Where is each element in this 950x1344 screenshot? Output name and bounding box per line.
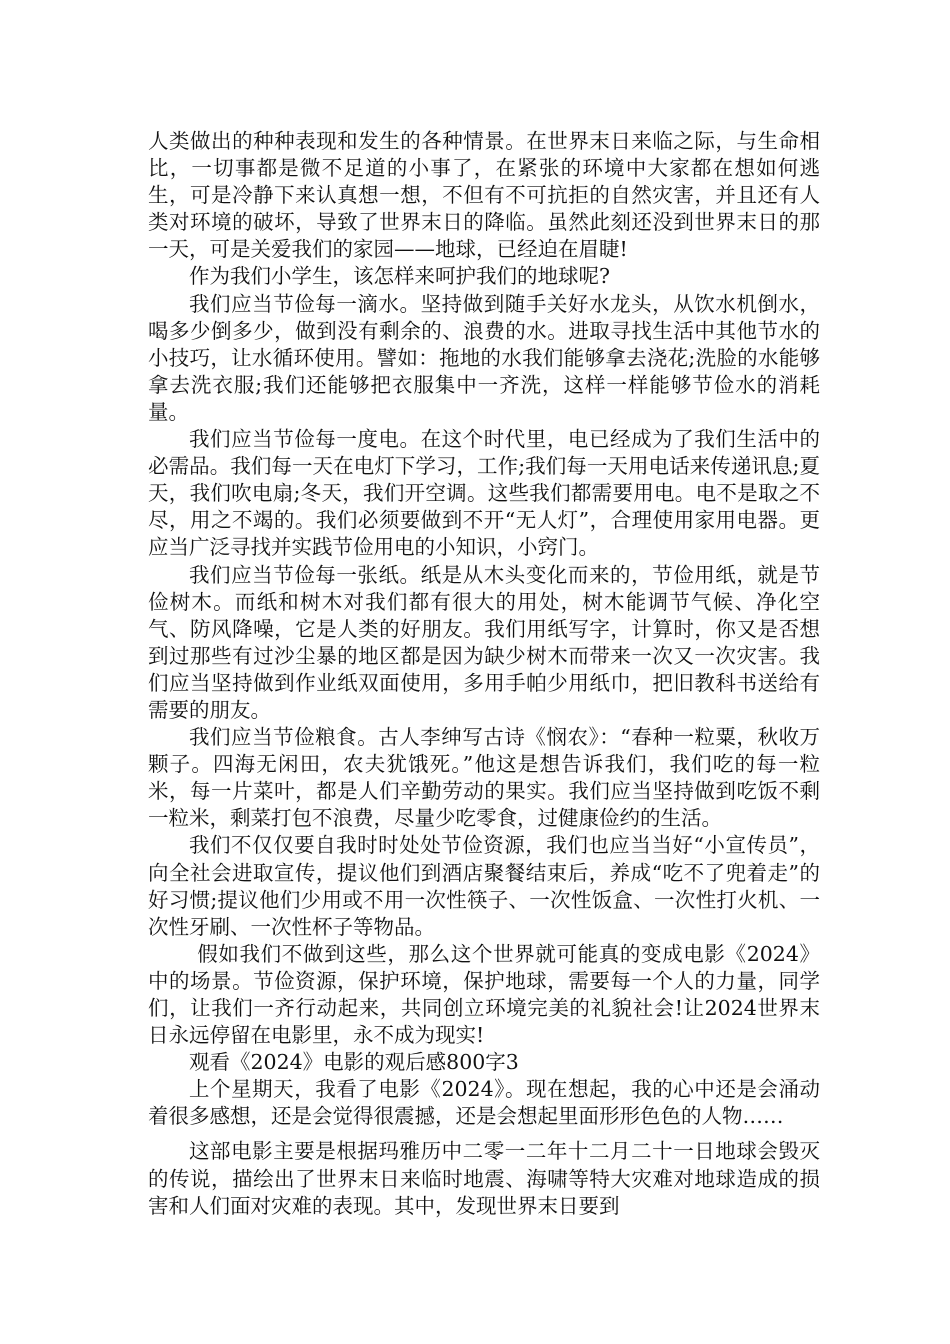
paragraph-10: 这部电影主要是根据玛雅历中二零一二年十二月二十一日地球会毁灭的传说，描绘出了世界末日来临时地震、海啸等特大灾难对地球造成的损害和人们面对灾难的表现。其中，发现世界末日要到 xyxy=(148,1139,820,1218)
paragraph-8: 假如我们不做到这些，那么这个世界就可能真的变成电影《2024》中的场景。节俭资源，保护环境，保护地球，需要每一个人的力量，同学们，让我们一齐行动起来，共同创立环境完美的礼貌社会!让2024世界末日永远停留在电影里，永不成为现实! xyxy=(148,941,820,1048)
paragraph-4: 我们应当节俭每一度电。在这个时代里，电已经成为了我们生活中的必需品。我们每一天在电灯下学习，工作;我们每一天用电话来传递讯息;夏天，我们吹电扇;冬天，我们开空调。这些我们都需要用电。电不是取之不尽，用之不竭的。我们必须要做到不开“无人灯”，合理使用家用电器。更应当广泛寻找并实践节俭用电的小知识，小窍门。 xyxy=(148,427,820,560)
paragraph-6: 我们应当节俭粮食。古人李绅写古诗《悯农》：“春种一粒粟，秋收万颗子。四海无闲田，农夫犹饿死。”他这是想告诉我们，我们吃的每一粒米，每一片菜叶，都是人们辛勤劳动的果实。我们应当坚持做到吃饭不剩一粒米，剩菜打包不浪费，尽量少吃零食，过健康俭约的生活。 xyxy=(148,725,820,831)
document-page xyxy=(148,128,820,1220)
paragraph-2: 作为我们小学生，该怎样来呵护我们的地球呢? xyxy=(189,264,610,289)
section-heading: 观看《2024》电影的观后感800字3 xyxy=(189,1050,519,1075)
paragraph-9: 上个星期天，我看了电影《2024》。现在想起，我的心中还是会涌动着很多感想，还是会觉得很震撼，还是会想起里面形形色色的人物…… xyxy=(148,1077,820,1129)
paragraph-1: 人类做出的种种表现和发生的各种情景。在世界末日来临之际，与生命相比，一切事都是微不足道的小事了，在紧张的环境中大家都在想如何逃生，可是冷静下来认真想一想，不但有不可抗拒的自然灾害，并且还有人类对环境的破坏，导致了世界末日的降临。虽然此刻还没到世界末日的那一天，可是关爱我们的家园——地球，已经迫在眉睫! xyxy=(148,129,820,262)
paragraph-3: 我们应当节俭每一滴水。坚持做到随手关好水龙头，从饮水机倒水，喝多少倒多少，做到没有剩余的、浪费的水。进取寻找生活中其他节水的小技巧，让水循环使用。譬如：拖地的水我们能够拿去浇花;洗脸的水能够拿去洗衣服;我们还能够把衣服集中一齐洗，这样一样能够节俭水的消耗量。 xyxy=(148,291,820,424)
paragraph-5: 我们应当节俭每一张纸。纸是从木头变化而来的，节俭用纸，就是节俭树木。而纸和树木对我们都有很大的用处，树木能调节气候、净化空气、防风降噪，它是人类的好朋友。我们用纸写字，计算时，你又是否想到过那些有过沙尘暴的地区都是因为缺少树木而带来一次又一次灾害。我们应当坚持做到作业纸双面使用，多用手帕少用纸巾，把旧教科书送给有需要的朋友。 xyxy=(148,562,820,722)
paragraph-7: 我们不仅仅要自我时时处处节俭资源，我们也应当当好“小宣传员”，向全社会进取宣传，提议他们到酒店聚餐结束后，养成“吃不了兜着走”的好习惯;提议他们少用或不用一次性筷子、一次性饭盒、一次性打火机、一次性牙刷、一次性杯子等物品。 xyxy=(148,833,820,939)
